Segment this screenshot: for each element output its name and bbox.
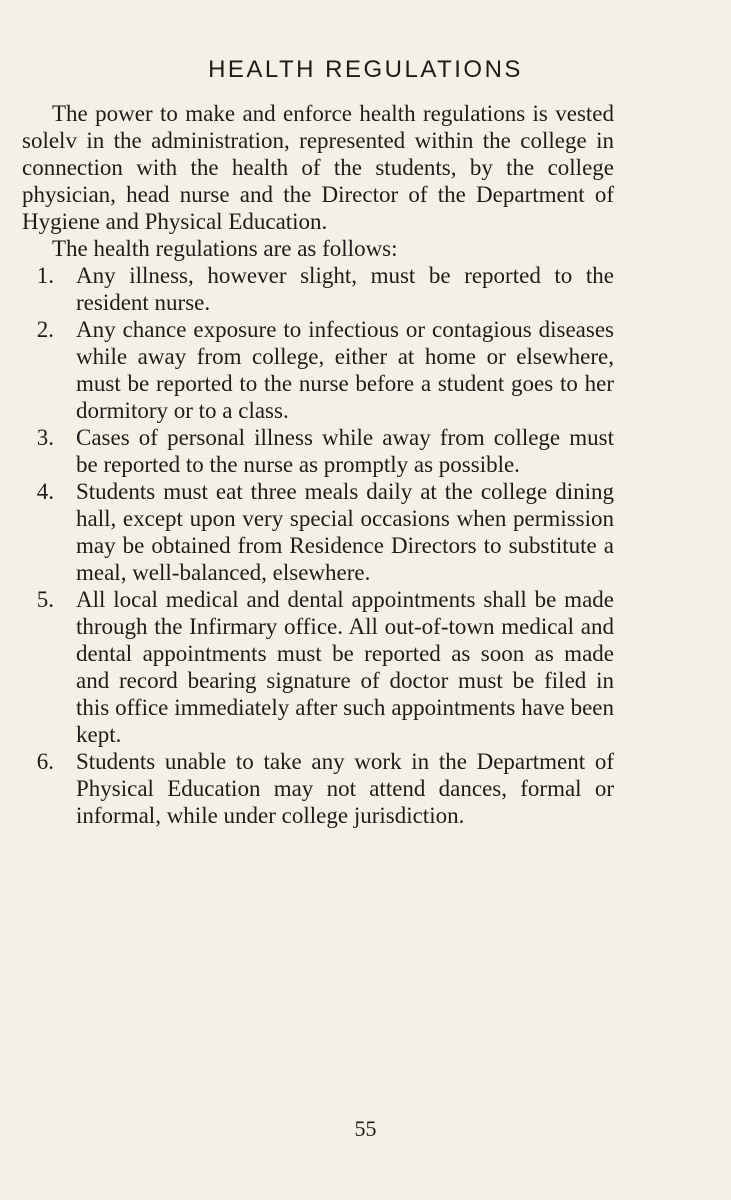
list-item: [22, 586, 614, 748]
item-text: Students unable to take any work in the Department of Physical Education may not attend dances, formal or informal, while under college jurisdiction.: [76, 749, 614, 828]
item-number: 3.: [36, 425, 54, 450]
item-text: All local medical and dental appointments shall be made through the Infirmary office. All out-of-town medical and dental appointments must be reported as soon as made and record bearing signature of doctor must be filed in this office immediately after such appointments have been kept.: [76, 587, 614, 747]
item-text: Any chance exposure to infectious or contagious diseases while away from college, either at home or elsewhere, must be reported to the nurse before a student goes to her dormitory or to a class.: [76, 317, 614, 423]
regulations-list: [22, 262, 614, 829]
document-body: [22, 100, 614, 829]
item-number: 5.: [36, 587, 54, 612]
intro-paragraph: The power to make and enforce health regulations is vested solelv in the administration, represented within the college in connection with the health of the students, by the college physician, head nurse and the Director of the Department of Hygiene and Physical Education.: [22, 101, 614, 234]
list-lead-in: The health regulations are as follows:: [52, 236, 398, 261]
page-title: HEALTH REGULATIONS: [208, 56, 523, 83]
list-item: [22, 424, 614, 478]
item-number: 6.: [36, 749, 54, 774]
list-item: [22, 262, 614, 316]
list-item: [22, 748, 614, 829]
item-text: Cases of personal illness while away from college must be reported to the nurse as promptly as possible.: [76, 425, 614, 477]
list-item: [22, 478, 614, 586]
item-number: 4.: [36, 479, 54, 504]
item-number: 2.: [36, 317, 54, 342]
item-text: Any illness, however slight, must be reported to the resident nurse.: [76, 263, 614, 315]
item-text: Students must eat three meals daily at the college dining hall, except upon very special occasions when permission may be obtained from Residence Directors to substitute a meal, well-balanced, elsewhere.: [76, 479, 614, 585]
page-number: 55: [354, 1116, 377, 1141]
item-number: 1.: [36, 263, 54, 288]
list-item: [22, 316, 614, 424]
